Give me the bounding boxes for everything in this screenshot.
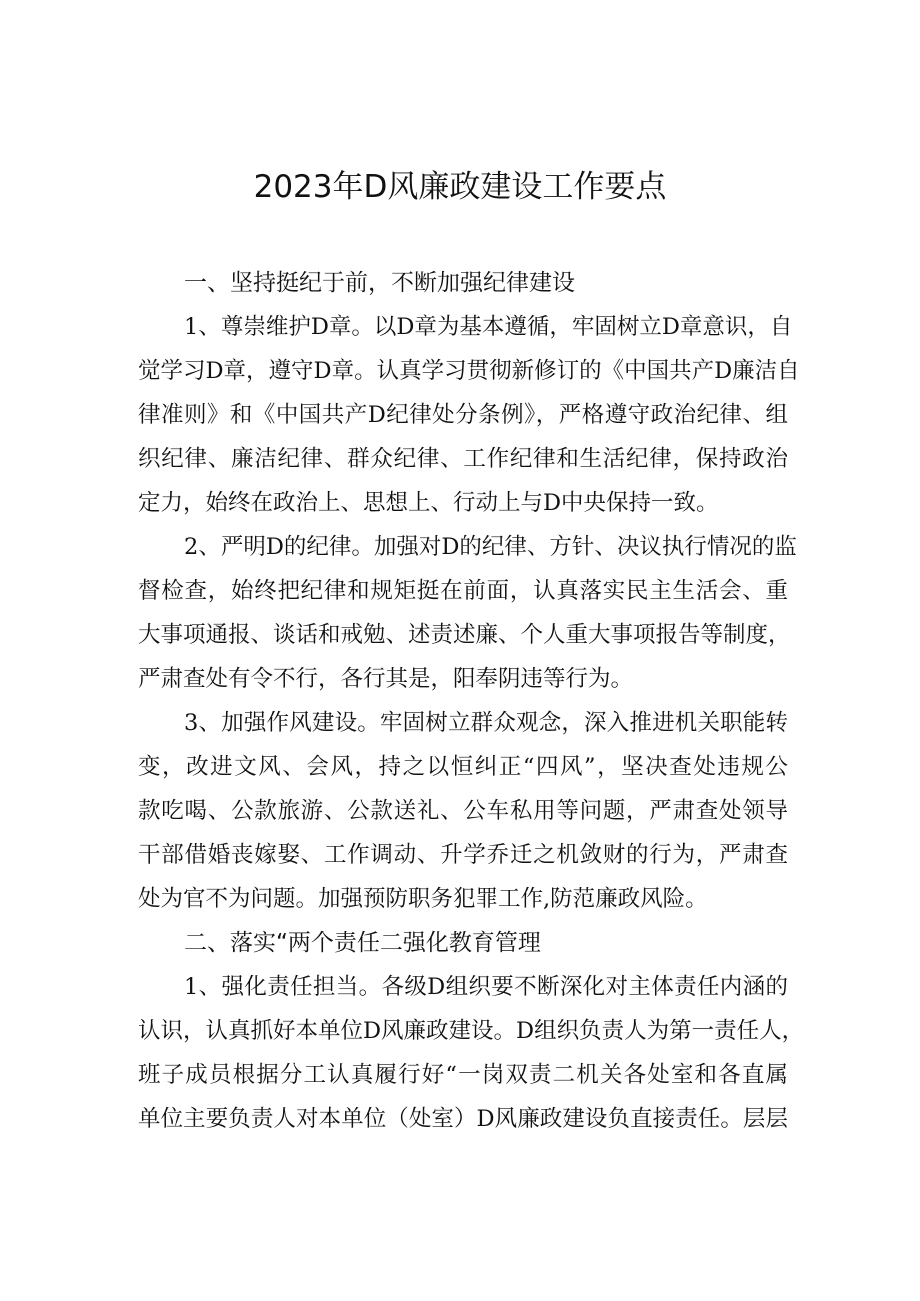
paragraph-line: 2、严明D的纪律。加强对D的纪律、方针、决议执行情况的监 bbox=[184, 534, 797, 560]
paragraph-line: 处为官不为问题。加强预防职务犯罪工作,防范廉政风险。 bbox=[138, 886, 708, 912]
paragraph-line: 班子成员根据分工认真履行好“一岗双责二机关各处室和各直属 bbox=[138, 1062, 788, 1088]
paragraph-line: 1、强化责任担当。各级D组织要不断深化对主体责任内涵的 bbox=[184, 974, 788, 1000]
paragraph-line: 1、尊崇维护D章。以D章为基本遵循，牢固树立D章意识，自 bbox=[184, 314, 793, 340]
paragraph-line: 督检查，始终把纪律和规矩挺在前面，认真落实民主生活会、重 bbox=[138, 578, 788, 604]
paragraph-line: 律准则》和《中国共产D纪律处分条例》，严格遵守政治纪律、组 bbox=[138, 402, 788, 428]
paragraph-line: 款吃喝、公款旅游、公款送礼、公车私用等问题，严肃查处领导 bbox=[138, 798, 788, 824]
paragraph-line: 变，改进文风、会风，持之以恒纠正“四风”，坚决查处违规公 bbox=[138, 754, 788, 780]
paragraph-line: 单位主要负责人对本单位（处室）D风廉政建设负直接责任。层层 bbox=[138, 1106, 788, 1132]
paragraph-line: 严肃查处有令不行，各行其是，阳奉阴违等行为。 bbox=[138, 666, 634, 692]
section-1-heading: 一、坚持挺纪于前，不断加强纪律建设 bbox=[184, 270, 575, 296]
section-2-heading: 二、落实“两个责任二强化教育管理 bbox=[184, 930, 541, 956]
paragraph-line: 干部借婚丧嫁娶、工作调动、升学乔迁之机敛财的行为，严肃查 bbox=[138, 842, 788, 868]
paragraph-line: 大事项通报、谈话和戒勉、述责述廉、个人重大事项报告等制度， bbox=[138, 622, 791, 648]
paragraph-line: 3、加强作风建设。牢固树立群众观念，深入推进机关职能转 bbox=[184, 710, 788, 736]
paragraph-line: 认识，认真抓好本单位D风廉政建设。D组织负责人为第一责任人， bbox=[138, 1018, 805, 1044]
document-title: 2023年D风廉政建设工作要点 bbox=[253, 169, 667, 205]
paragraph-line: 觉学习D章，遵守D章。认真学习贯彻新修订的《中国共产D廉洁自 bbox=[138, 358, 800, 384]
paragraph-line: 定力，始终在政治上、思想上、行动上与D中央保持一致。 bbox=[138, 490, 719, 516]
paragraph-line: 织纪律、廉洁纪律、群众纪律、工作纪律和生活纪律，保持政治 bbox=[138, 446, 788, 472]
